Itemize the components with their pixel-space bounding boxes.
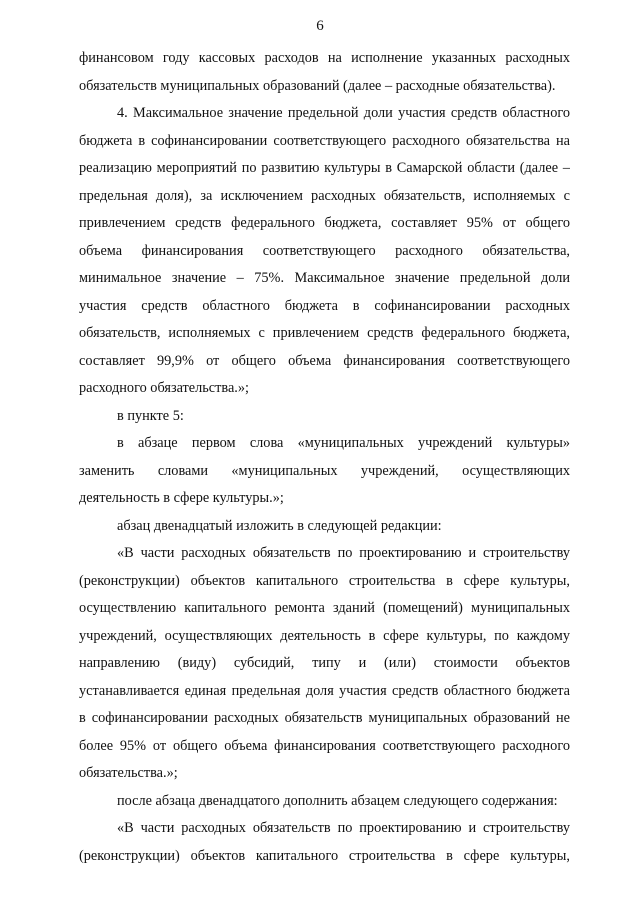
text-line: финансовом году кассовых расходов на исполнение указанных расходных — [79, 50, 570, 66]
text-line: осуществлению капитального ремонта зданий (помещений) муниципальных — [79, 600, 570, 616]
text-line: учреждений, осуществляющих деятельность в сфере культуры, по каждому — [79, 627, 570, 644]
text-line: бюджета в софинансировании соответствующего расходного обязательства на — [79, 132, 570, 149]
paragraph — [79, 788, 570, 816]
text-line: 4. Максимальное значение предельной доли участия средств областного — [117, 105, 570, 121]
text-line: «В части расходных обязательств по проектированию и строительству — [117, 545, 570, 561]
text-line: предельная доля), за исключением расходных обязательств, исполняемых с — [79, 187, 570, 204]
text-line: участия средств областного бюджета в софинансировании расходных — [79, 297, 570, 314]
text-line: в абзаце первом слова «муниципальных учреждений культуры» — [117, 435, 570, 451]
text-line: расходного обязательства.»; — [79, 380, 250, 396]
text-line: «В части расходных обязательств по проектированию и строительству — [117, 820, 570, 836]
text-line: привлечением средств федерального бюджета, составляет 95% от общего — [79, 215, 570, 231]
text-line: абзац двенадцатый изложить в следующей редакции: — [117, 517, 442, 534]
text-line: в пункте 5: — [117, 407, 184, 424]
page-number: 6 — [316, 18, 324, 34]
paragraph — [79, 100, 570, 403]
document-body — [79, 45, 570, 870]
text-line: (реконструкции) объектов капитального строительства в сфере культуры, — [79, 847, 570, 864]
paragraph — [79, 513, 570, 541]
paragraph — [79, 815, 570, 870]
text-line: в софинансировании расходных обязательств муниципальных образований не — [79, 710, 570, 726]
text-line: обязательств муниципальных образований (далее – расходные обязательства). — [79, 77, 556, 94]
text-line: после абзаца двенадцатого дополнить абзацем следующего содержания: — [117, 792, 558, 809]
paragraph — [79, 45, 570, 100]
paragraph — [79, 430, 570, 513]
paragraph — [79, 540, 570, 788]
text-line: заменить словами «муниципальных учреждений, осуществляющих — [79, 462, 570, 479]
text-line: обязательств, исполняемых с привлечением средств федерального бюджета, — [79, 325, 570, 341]
paragraph — [79, 403, 570, 431]
text-line: объема финансирования соответствующего расходного обязательства, — [79, 242, 570, 259]
text-line: направлению (виду) субсидий, типу и (или) стоимости объектов — [79, 655, 570, 671]
text-line: реализацию мероприятий по развитию культуры в Самарской области (далее – — [79, 160, 570, 176]
text-line: составляет 99,9% от общего объема финансирования соответствующего — [79, 352, 570, 369]
text-line: обязательства.»; — [79, 765, 178, 781]
text-line: деятельность в сфере культуры.»; — [79, 490, 284, 506]
text-line: более 95% от общего объема финансирования соответствующего расходного — [79, 737, 570, 754]
text-line: устанавливается единая предельная доля участия средств областного бюджета — [79, 682, 570, 699]
text-line: (реконструкции) объектов капитального строительства в сфере культуры, — [79, 572, 570, 589]
text-line: минимальное значение – 75%. Максимальное значение предельной доли — [79, 270, 570, 286]
